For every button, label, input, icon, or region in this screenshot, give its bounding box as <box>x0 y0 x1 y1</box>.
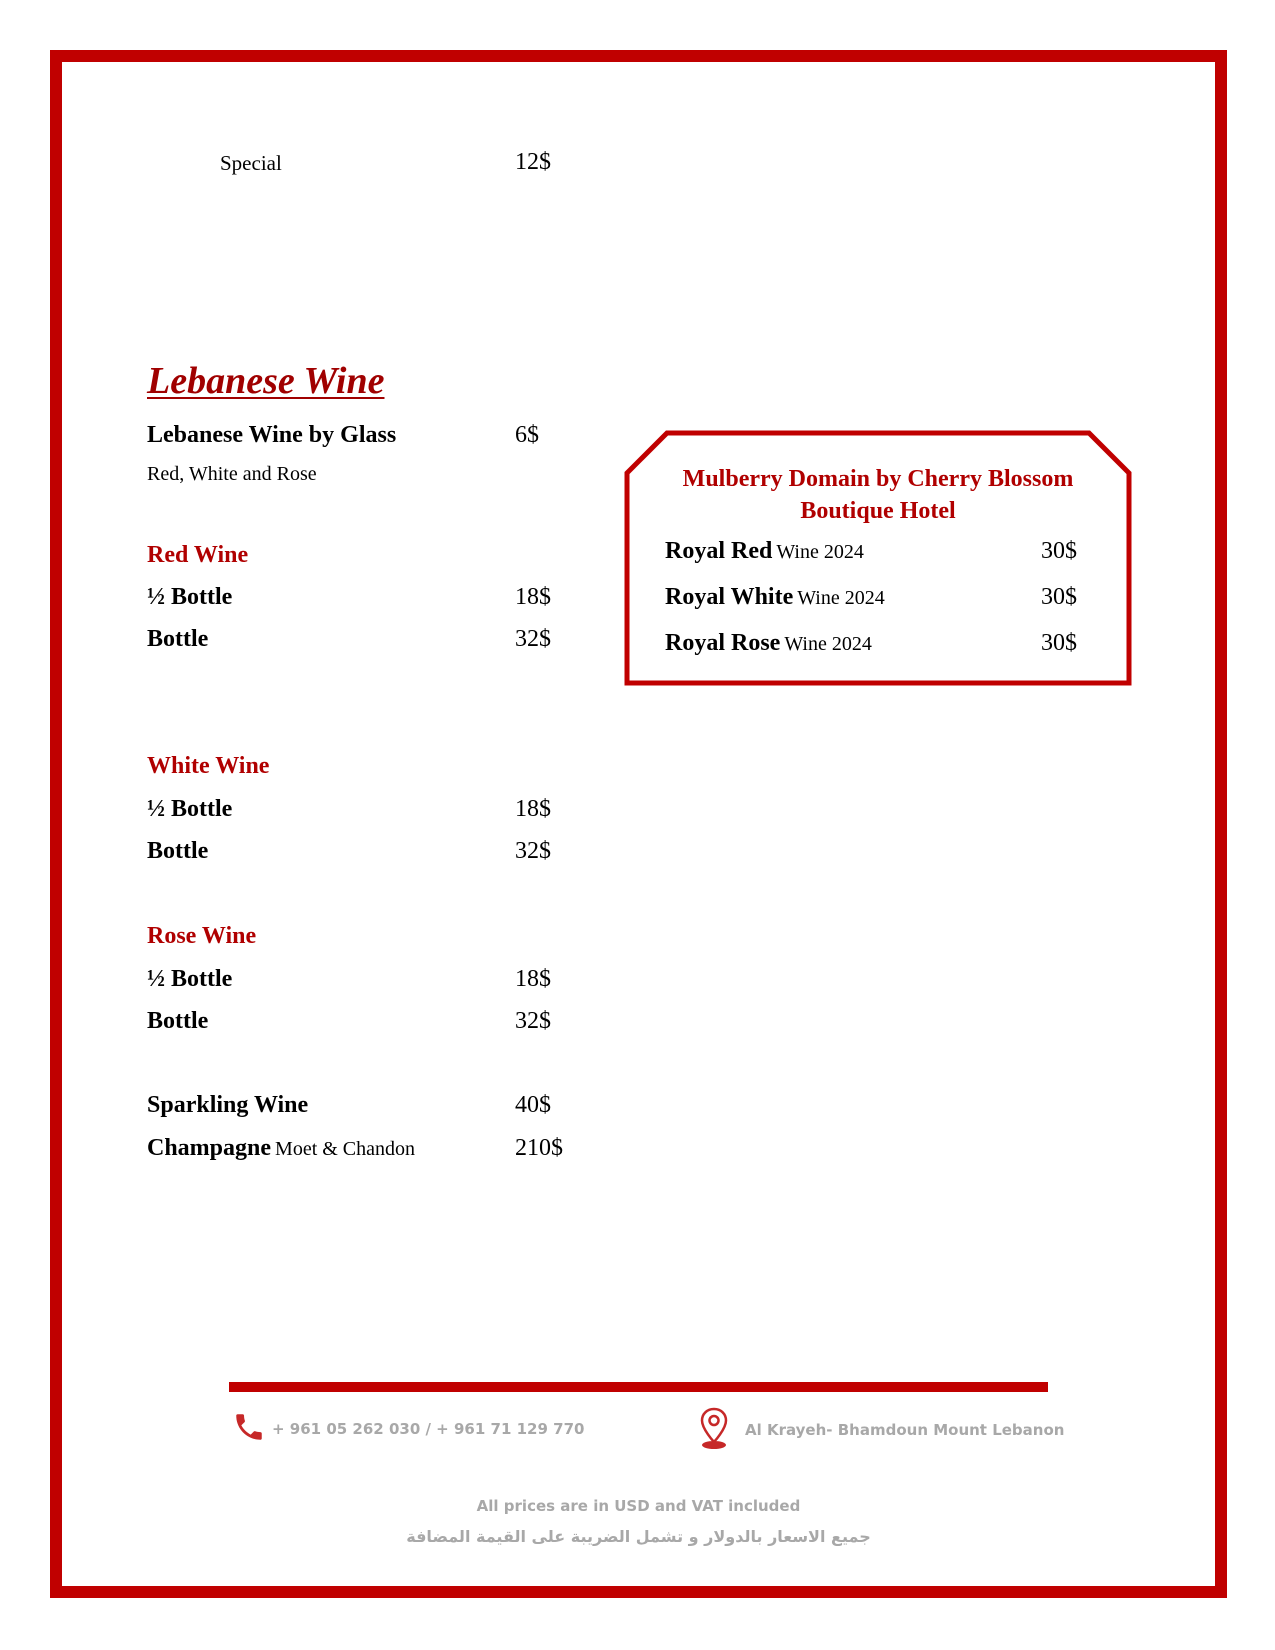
rose-bottle-price: 32$ <box>515 1008 551 1034</box>
white-bottle-price: 32$ <box>515 838 551 864</box>
page-frame <box>50 50 1227 1598</box>
red-bottle-price: 32$ <box>515 626 551 652</box>
footer-note-ar: جميع الاسعار بالدولار و تشمل الضريبة على القيمة المضافة <box>406 1527 871 1546</box>
royal-white-name: Royal White <box>665 584 794 610</box>
royal-rose-price: 30$ <box>1041 630 1077 656</box>
footer-divider <box>229 1382 1048 1392</box>
royal-red-detail: Wine 2024 <box>776 541 864 563</box>
royal-white-price: 30$ <box>1041 584 1077 610</box>
royal-red-name: Royal Red <box>665 538 773 564</box>
rose-wine-heading: Rose Wine <box>147 923 257 949</box>
featured-box-title <box>623 463 1133 527</box>
red-half-bottle-name: ½ Bottle <box>147 584 233 610</box>
royal-white-item <box>665 584 885 611</box>
footer-phones: + 961 05 262 030 / + 961 71 129 770 <box>272 1420 585 1438</box>
champagne-price: 210$ <box>515 1135 563 1161</box>
by-glass-name: Lebanese Wine by Glass <box>147 422 397 448</box>
footer-note-en: All prices are in USD and VAT included <box>476 1497 801 1515</box>
champagne-detail: Moet & Chandon <box>275 1138 416 1160</box>
footer-address: Al Krayeh- Bhamdoun Mount Lebanon <box>745 1421 1065 1439</box>
red-half-bottle-price: 18$ <box>515 584 551 610</box>
special-item-price: 12$ <box>515 149 551 175</box>
royal-white-detail: Wine 2024 <box>797 587 885 609</box>
champagne-name: Champagne <box>147 1135 272 1161</box>
white-bottle-name: Bottle <box>147 838 209 864</box>
royal-red-price: 30$ <box>1041 538 1077 564</box>
white-wine-heading: White Wine <box>147 753 270 779</box>
by-glass-note: Red, White and Rose <box>147 463 317 485</box>
featured-wine-box <box>623 429 1133 687</box>
royal-rose-name: Royal Rose <box>665 630 781 656</box>
white-half-bottle-price: 18$ <box>515 796 551 822</box>
by-glass-price: 6$ <box>515 422 539 448</box>
royal-rose-item <box>665 630 872 657</box>
sparkling-wine-name: Sparkling Wine <box>147 1092 309 1118</box>
location-pin-icon <box>697 1406 731 1450</box>
special-item-name: Special <box>220 151 282 175</box>
royal-red-item <box>665 538 864 565</box>
featured-box-title-line1: Mulberry Domain by Cherry Blossom <box>682 466 1074 492</box>
rose-half-bottle-name: ½ Bottle <box>147 966 233 992</box>
featured-box-title-line2: Boutique Hotel <box>800 498 956 524</box>
section-title: Lebanese Wine <box>147 360 385 402</box>
rose-bottle-name: Bottle <box>147 1008 209 1034</box>
sparkling-wine-price: 40$ <box>515 1092 551 1118</box>
rose-half-bottle-price: 18$ <box>515 966 551 992</box>
red-bottle-name: Bottle <box>147 626 209 652</box>
white-half-bottle-name: ½ Bottle <box>147 796 233 822</box>
red-wine-heading: Red Wine <box>147 542 249 568</box>
phone-icon <box>232 1410 266 1444</box>
champagne-line <box>147 1135 415 1162</box>
royal-rose-detail: Wine 2024 <box>784 633 872 655</box>
